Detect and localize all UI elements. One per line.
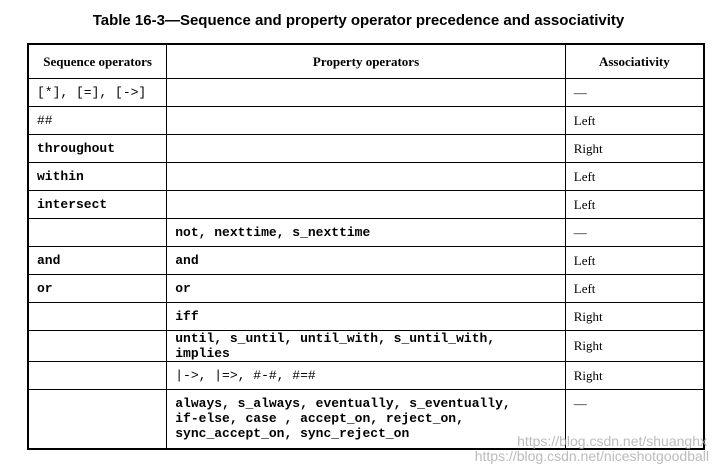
table-row bbox=[28, 191, 704, 219]
sequence-cell: and bbox=[28, 247, 167, 275]
property-line: always, s_always, eventually, s_eventually, bbox=[175, 396, 511, 411]
precedence-table bbox=[27, 43, 705, 450]
property-cell bbox=[167, 390, 566, 450]
table-title: Table 16-3—Sequence and property operator precedence and associativity bbox=[92, 12, 625, 29]
property-cell: not, nexttime, s_nexttime bbox=[167, 219, 566, 247]
sequence-cell bbox=[28, 331, 167, 362]
table-row bbox=[28, 135, 704, 163]
property-cell bbox=[167, 135, 566, 163]
associativity-cell: Right bbox=[565, 303, 704, 331]
associativity-cell: Right bbox=[565, 362, 704, 390]
associativity-cell: Right bbox=[565, 331, 704, 362]
property-cell: or bbox=[167, 275, 566, 303]
sequence-cell: throughout bbox=[28, 135, 167, 163]
sequence-cell: ## bbox=[28, 107, 167, 135]
sequence-cell bbox=[28, 219, 167, 247]
table-row bbox=[28, 219, 704, 247]
table-row bbox=[28, 362, 704, 390]
sequence-cell: or bbox=[28, 275, 167, 303]
associativity-cell: — bbox=[565, 79, 704, 107]
table-row bbox=[28, 303, 704, 331]
property-line: sync_accept_on, sync_reject_on bbox=[175, 426, 410, 441]
sequence-cell bbox=[28, 362, 167, 390]
property-cell bbox=[167, 79, 566, 107]
sequence-cell: within bbox=[28, 163, 167, 191]
property-line: if-else, case , accept_on, reject_on, bbox=[175, 411, 464, 426]
table-row bbox=[28, 275, 704, 303]
property-cell: until, s_until, until_with, s_until_with, implies bbox=[167, 331, 566, 362]
sequence-cell bbox=[28, 390, 167, 450]
property-cell bbox=[167, 163, 566, 191]
property-cell: and bbox=[167, 247, 566, 275]
watermark-1: https://blog.csdn.net/shuanghx bbox=[517, 433, 707, 449]
table-row bbox=[28, 107, 704, 135]
table-row bbox=[28, 79, 704, 107]
sequence-cell: [*], [=], [->] bbox=[28, 79, 167, 107]
associativity-cell: Left bbox=[565, 191, 704, 219]
table-row bbox=[28, 331, 704, 362]
header-associativity: Associativity bbox=[565, 44, 704, 79]
header-row bbox=[28, 44, 704, 79]
property-cell bbox=[167, 191, 566, 219]
associativity-cell: Left bbox=[565, 247, 704, 275]
associativity-cell: Left bbox=[565, 275, 704, 303]
watermark-2: https://blog.csdn.net/niceshotgoodball bbox=[474, 448, 709, 464]
associativity-cell: Right bbox=[565, 135, 704, 163]
sequence-cell bbox=[28, 303, 167, 331]
associativity-cell: — bbox=[565, 390, 704, 450]
associativity-cell: — bbox=[565, 219, 704, 247]
property-cell: |->, |=>, #-#, #=# bbox=[167, 362, 566, 390]
table-row bbox=[28, 247, 704, 275]
associativity-cell: Left bbox=[565, 163, 704, 191]
sequence-cell: intersect bbox=[28, 191, 167, 219]
table-row bbox=[28, 163, 704, 191]
property-cell bbox=[167, 107, 566, 135]
associativity-cell: Left bbox=[565, 107, 704, 135]
header-property: Property operators bbox=[167, 44, 566, 79]
header-sequence: Sequence operators bbox=[28, 44, 167, 79]
property-cell: iff bbox=[167, 303, 566, 331]
